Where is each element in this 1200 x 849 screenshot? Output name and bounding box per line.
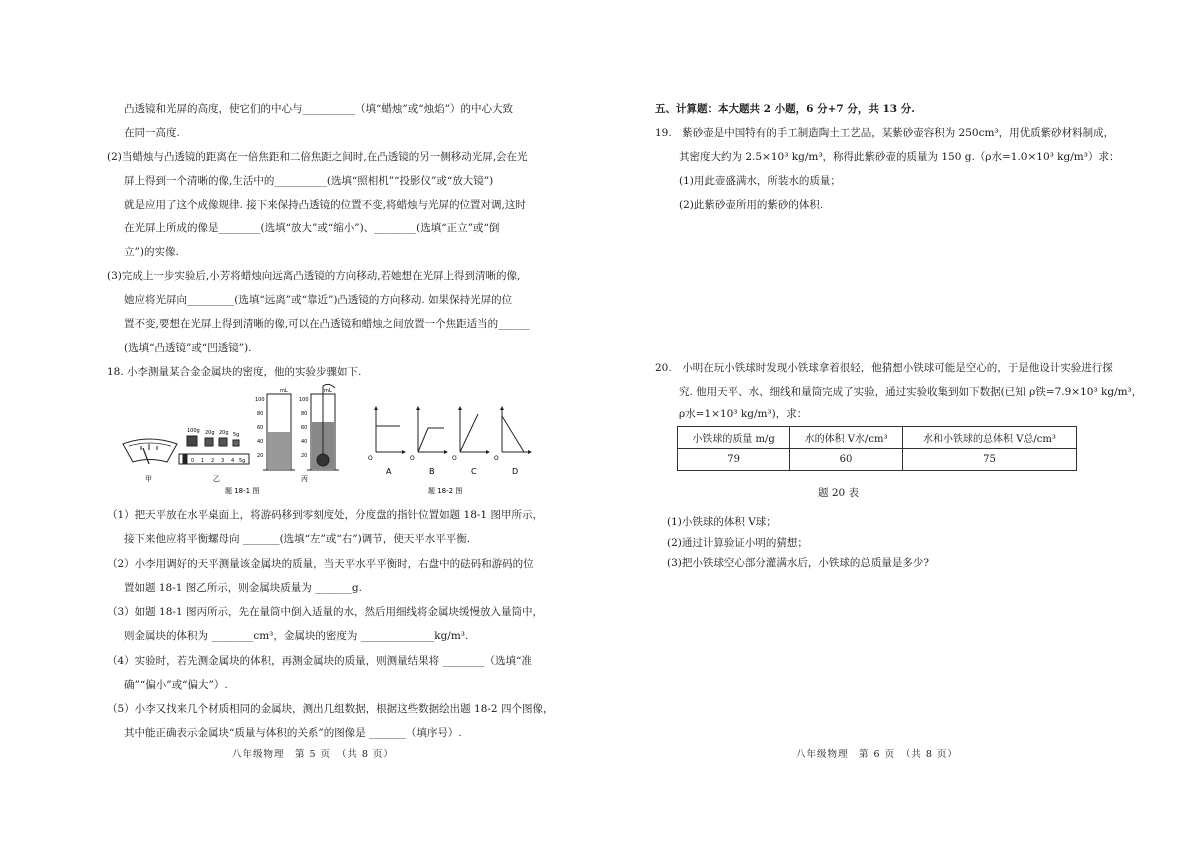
- weight-label: 20g: [219, 430, 229, 436]
- text-line: 在光屏上所成的像是________(选填“放大”或“缩小”)、________(选填“正立”或“倒: [124, 222, 500, 234]
- cylinder-unit-label: mL: [324, 388, 332, 394]
- text-line: （3）如题 18-1 图丙所示，先在量筒中倒入适量的水，然后用细线将金属块缓慢放入量筒中，: [107, 606, 543, 618]
- question-20-line: ρ水=1×10³ kg/m³)，求：: [679, 408, 808, 420]
- cylinder-scale-label: 20: [301, 453, 308, 459]
- right-page: [600, 0, 1160, 849]
- text-line: （1）把天平放在水平桌面上，将游码移到零刻度处，分度盘的指针位置如题 18-1 图甲所示，: [107, 509, 543, 521]
- text-line: 置如题 18-1 图乙所示，则金属块质量为 _______g.: [124, 582, 362, 594]
- rider-scale-label: 0: [191, 458, 195, 464]
- section-title: 五、计算题：本大题共 2 小题，6 分+7 分，共 13 分.: [655, 103, 915, 115]
- text-line: （2）小李用调好的天平测量该金属块的质量，当天平水平平衡时，右盘中的砝码和游码的位: [107, 558, 534, 570]
- figure-label-bing: 丙: [301, 475, 308, 483]
- graph-label-a: A: [386, 467, 392, 476]
- table-header-cell: 小铁球的质量 m/g: [678, 427, 790, 449]
- graph-origin-label: O: [494, 455, 499, 462]
- rider-scale-label: 4: [231, 458, 235, 464]
- text-line: （4）实验时，若先测金属块的体积，再测金属块的质量，则测量结果将 ________（选填“准: [107, 655, 532, 667]
- text-line: 她应将光屏向_________(选填“远离”或“靠近”)凸透镜的方向移动. 如果保持光屏的位: [124, 294, 513, 306]
- text-line: (3)完成上一步实验后,小芳将蜡烛向远离凸透镜的方向移动,若她想在光屏上得到清晰的像,: [107, 270, 521, 282]
- text-line: 在同一高度.: [124, 127, 180, 139]
- text-line: 接下来他应将平衡螺母向 _______(选填“左”或“右”)调节，使天平水平平衡.: [124, 533, 471, 545]
- cylinder-scale-label: 100: [255, 397, 265, 403]
- figure-18-1: [115, 382, 365, 494]
- graph-c: [460, 408, 488, 452]
- graph-label-c: C: [471, 467, 477, 476]
- left-page: [0, 0, 560, 849]
- graph-origin-label: O: [368, 455, 373, 462]
- question-20-line: 20. 小明在玩小铁球时发现小铁球拿着很轻，他猜想小铁球可能是空心的，于是他设计实验进行探: [655, 362, 1113, 374]
- table-header-cell: 水的体积 V水/cm³: [790, 427, 903, 449]
- question-19-part: (2)此紫砂壶所用的紫砂的体积.: [679, 199, 824, 211]
- figure-18-2: [366, 402, 536, 494]
- question-20-line: 究. 他用天平、水、细线和量筒完成了实验，通过实验收集到如下数据(已知 ρ铁=7.9×10³ kg/m³，: [679, 386, 1143, 398]
- figure-18-2-caption: 题 18-2 图: [428, 487, 463, 494]
- cylinder-unit-label: mL: [280, 388, 288, 394]
- question-19-part: (1)用此壶盛满水，所装水的质量；: [679, 175, 841, 187]
- table-caption: 题 20 表: [818, 487, 860, 499]
- graph-origin-label: O: [452, 455, 457, 462]
- graph-a: [376, 408, 404, 452]
- cylinder-scale-label: 80: [257, 411, 264, 417]
- weight-label: 20g: [205, 430, 215, 436]
- cylinder-scale-label: 40: [257, 439, 264, 445]
- text-line: 则金属块的体积为 ________cm³，金属块的密度为 ______________kg/m³.: [124, 630, 469, 642]
- cylinder-scale-label: 60: [301, 425, 308, 431]
- cylinder-scale-label: 60: [257, 425, 264, 431]
- weight-label: 100g: [187, 428, 200, 434]
- graph-origin-label: O: [410, 455, 415, 462]
- table-cell: 75: [902, 449, 1076, 471]
- graph-d: [502, 408, 530, 452]
- text-line: 就是应用了这个成像规律. 接下来保持凸透镜的位置不变,将蜡烛与光屏的位置对调,这时: [124, 199, 526, 211]
- text-line: （5）小李又找来几个材质相同的金属块，测出几组数据，根据这些数据绘出题 18-2 四个图像，: [107, 703, 554, 715]
- data-table-20: [677, 426, 1077, 471]
- weight-label: 5g: [233, 432, 240, 438]
- text-line: 确”“偏小”或“偏大”）.: [124, 679, 228, 691]
- cylinder-scale-label: 20: [257, 453, 264, 459]
- text-line: (2)当蜡烛与凸透镜的距离在一倍焦距和二倍焦距之间时,在凸透镜的另一侧移动光屏,会在光: [107, 151, 528, 163]
- graph-b: [418, 408, 446, 452]
- text-line: (选填“凸透镜”或“凹透镜”).: [124, 342, 252, 354]
- cylinder-scale-label: 80: [301, 411, 308, 417]
- text-line: 屏上得到一个清晰的像,生活中的__________(选填“照相机”“投影仪”或“放大镜”): [124, 175, 494, 187]
- question-19-line: 19. 紫砂壶是中国特有的手工制造陶土工艺品，某紫砂壶容积为 250cm³，用优质紫砂材料制成，: [655, 127, 1115, 139]
- text-line: 置不变,要想在光屏上得到清晰的像,可以在凸透镜和蜡烛之间放置一个焦距适当的______: [124, 318, 530, 330]
- rider-scale-label: 1: [201, 458, 205, 464]
- question-20-part: (2)通过计算验证小明的猜想；: [667, 537, 808, 549]
- figure-label-yi: 乙: [213, 475, 220, 483]
- table-cell: 79: [678, 449, 790, 471]
- table-cell: 60: [790, 449, 903, 471]
- cylinder-scale-label: 40: [301, 439, 308, 445]
- table-header-row: [678, 427, 1077, 449]
- graph-label-b: B: [429, 467, 435, 476]
- question-20-part: (1)小铁球的体积 V球；: [667, 516, 777, 528]
- text-line: 其中能正确表示金属块“质量与体积的关系”的图像是 _______（填序号）.: [124, 727, 462, 739]
- rider-scale-label: 5g: [239, 458, 246, 464]
- rider-scale-label: 2: [211, 458, 215, 464]
- question-18-intro: 18. 小李测量某合金金属块的密度，他的实验步骤如下.: [107, 366, 362, 378]
- text-line: 凸透镜和光屏的高度，使它们的中心与__________（填“蜡烛”或“烛焰”）的中心大致: [124, 103, 513, 115]
- graph-label-d: D: [512, 467, 519, 476]
- cylinder-scale-label: 100: [299, 397, 309, 403]
- table-header-cell: 水和小铁球的总体积 V总/cm³: [902, 427, 1076, 449]
- rider-scale-label: 3: [221, 458, 225, 464]
- question-20-part: (3)把小铁球空心部分灌满水后，小铁球的总质量是多少?: [667, 557, 930, 569]
- text-line: 立”)的实像.: [124, 246, 179, 258]
- page-footer: 八年级物理 第 5 页 （共 8 页）: [232, 749, 394, 760]
- balance-dial: [123, 439, 177, 464]
- table-row: [678, 449, 1077, 471]
- figure-label-jia: 甲: [145, 475, 152, 483]
- figure-18-1-caption: 题 18-1 图: [225, 487, 260, 494]
- question-19-line: 其密度大约为 2.5×10³ kg/m³，称得此紫砂壶的质量为 150 g.（ρ水=1.0×10³ kg/m³）求：: [679, 151, 1120, 163]
- page-footer: 八年级物理 第 6 页 （共 8 页）: [796, 749, 958, 760]
